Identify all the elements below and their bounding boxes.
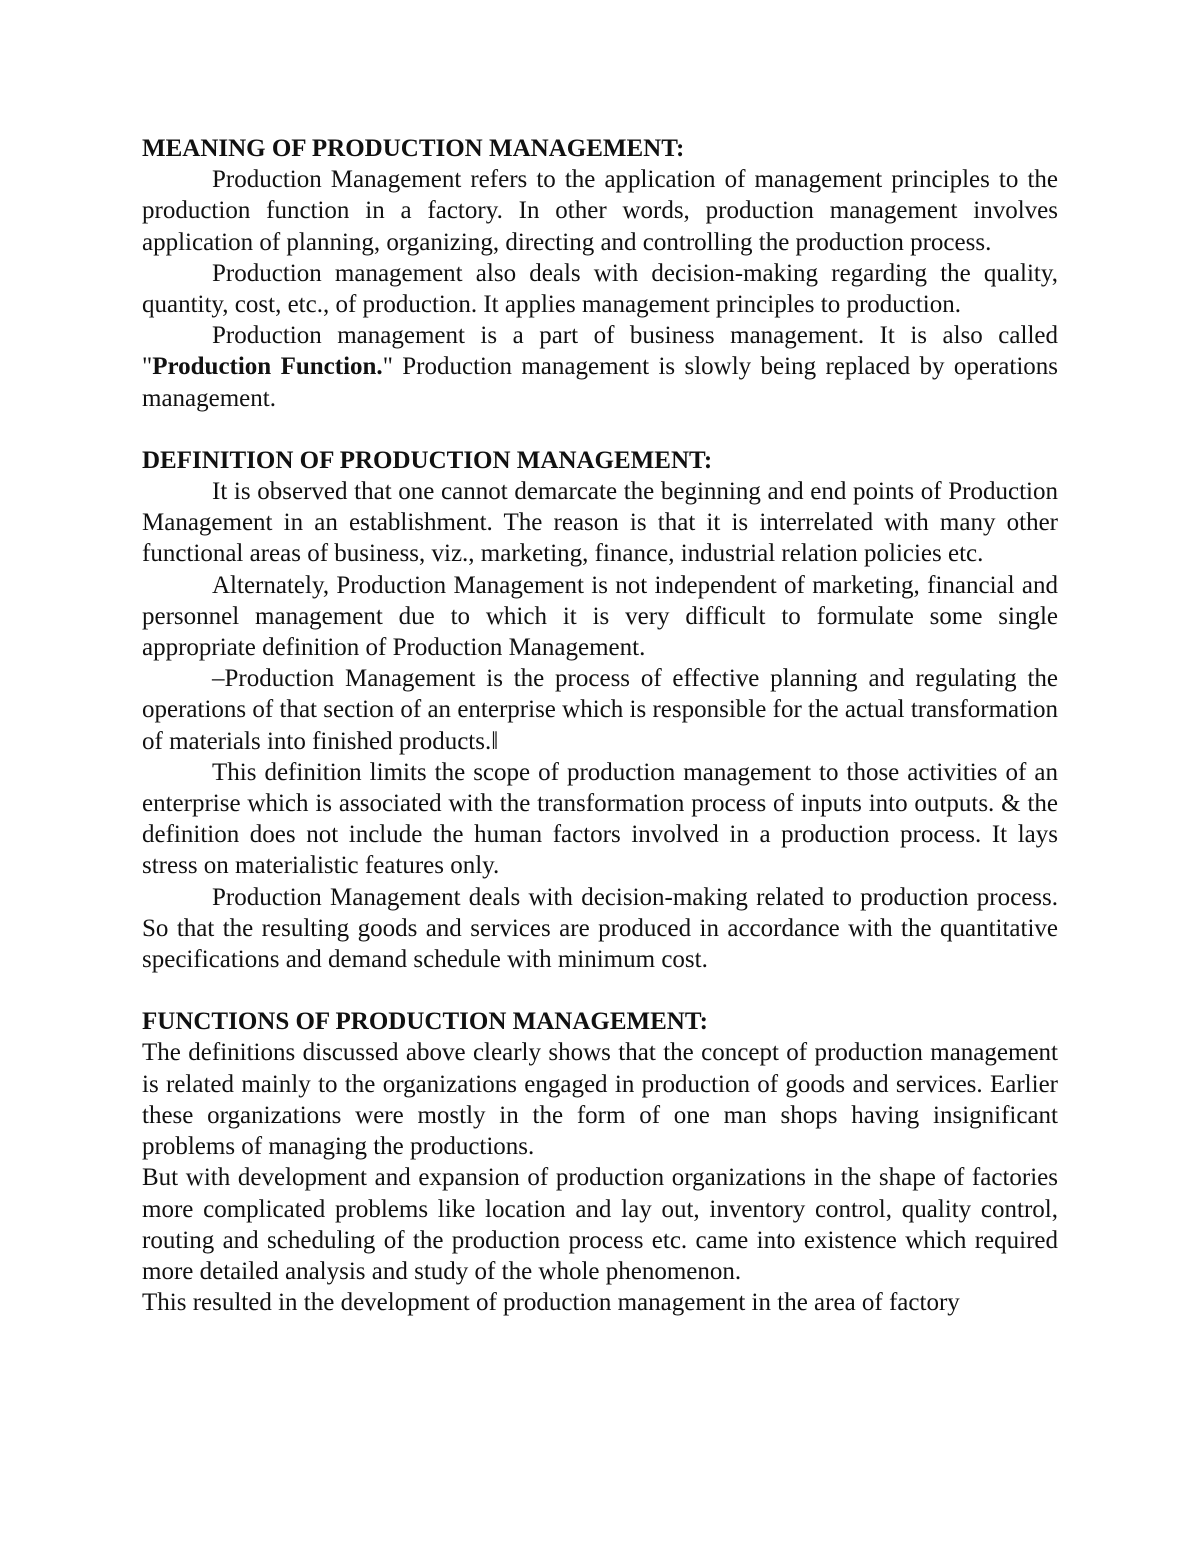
paragraph-text: Production management is a part of business management. It is also called " — [142, 322, 1058, 381]
heading-definition: DEFINITION OF PRODUCTION MANAGEMENT: — [142, 446, 713, 474]
heading-meaning: MEANING OF PRODUCTION MANAGEMENT: — [142, 135, 685, 162]
bold-term: Production Function. — [152, 353, 383, 381]
paragraph: But with development and expansion of production organizations in the shape of factories more complicated problems like location and lay out, inventory control, quality control, routing and scheduling of the production process etc. came into existence which required more detailed analysis and study of the whole phenomenon. — [142, 1164, 1058, 1285]
heading-functions: FUNCTIONS OF PRODUCTION MANAGEMENT: — [142, 1008, 708, 1036]
paragraph: The definitions discussed above clearly shows that the concept of production management is related mainly to the organizations engaged in production of goods and services. Earlier these organizations were mostly in the form of one man shops having insignificant problems of managing the productions. — [142, 1039, 1058, 1161]
paragraph: Production management also deals with decision-making regarding the quality, quantity, cost, etc., of production. It applies management principles to production. — [142, 259, 1058, 319]
paragraph: It is observed that one cannot demarcate the beginning and end points of Production Management in an establishment. The reason is that it is interrelated with many other functional areas of business, viz., marketing, finance, industrial relation policies etc. — [142, 478, 1058, 568]
paragraph: Production Management refers to the application of management principles to the production function in a factory. In other words, production management involves application of planning, organizing, directing and controlling the production process. — [142, 166, 1058, 256]
paragraph-text: " Production management is slowly being replaced by operations management. — [142, 353, 1058, 412]
document-page — [142, 133, 1058, 1318]
section-definition — [142, 445, 1058, 975]
paragraph: This definition limits the scope of production management to those activities of an enterprise which is associated with the transformation process of inputs into outputs. & the definition does not include the human factors involved in a production process. It lays stress on materialistic features only. — [142, 758, 1058, 880]
paragraph: This resulted in the development of production management in the area of factory — [142, 1289, 960, 1317]
section-meaning — [142, 133, 1058, 414]
paragraph: Alternately, Production Management is not independent of marketing, financial and personnel management due to which it is very difficult to formulate some single appropriate definition of Production Management. — [142, 571, 1058, 662]
paragraph: Production Management deals with decision-making related to production process. So that the resulting goods and services are produced in accordance with the quantitative specifications and demand schedule with minimum cost. — [142, 883, 1058, 974]
paragraph: –Production Management is the process of effective planning and regulating the operations of that section of an enterprise which is responsible for the actual transformation of materials into finished products.‖ — [142, 665, 1058, 755]
paragraph — [142, 320, 1058, 414]
section-functions — [142, 1006, 1058, 1318]
